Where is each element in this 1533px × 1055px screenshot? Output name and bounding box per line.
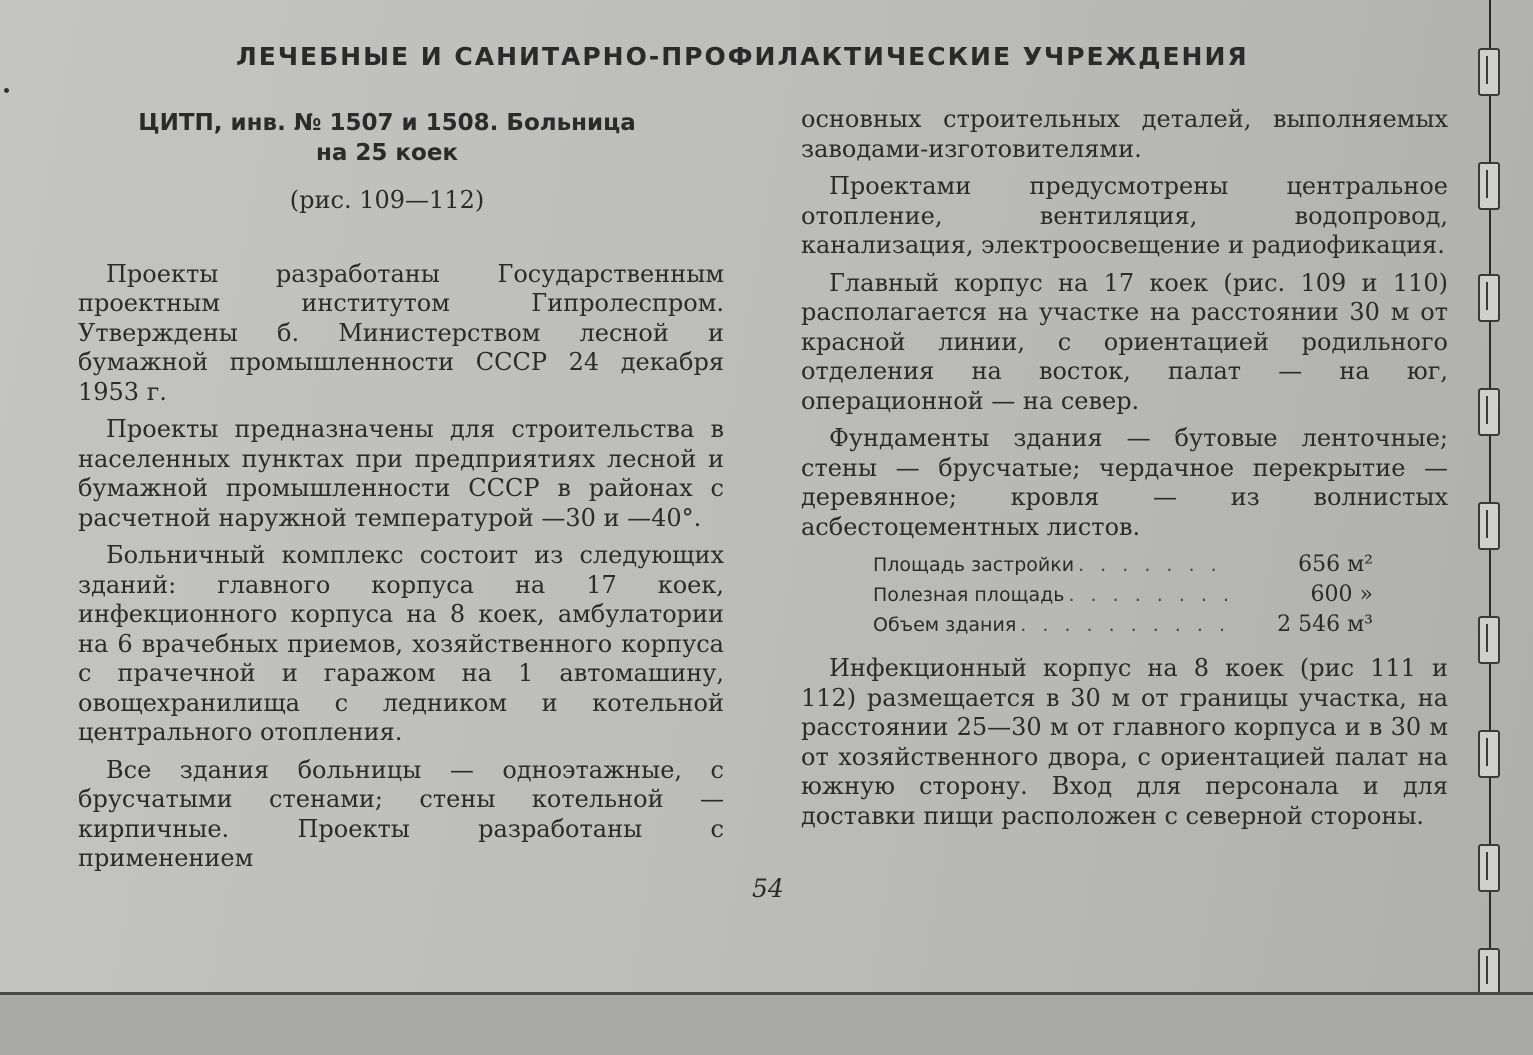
ink-speck [4, 88, 9, 93]
spec-value: 2 546 м³ [1277, 612, 1373, 637]
paragraph-main-building: Главный корпус на 17 коек (рис. 109 и 110) располагается на участке на расстоянии 30 м от красной линии, с ориентацией родильного отделения на восток, палат — на юг, операционной — на север. [801, 268, 1448, 415]
paragraph-developer: Проекты разработаны Государственным проектным институтом Гипролеспром. Утверждены б. Министерством лесной и бумажной промышленности СССР 24 декабря 1953 г. [78, 259, 724, 406]
spec-row [873, 610, 1373, 640]
paragraph-infectious-building: Инфекционный корпус на 8 коек (рис 111 и 112) размещается в 30 м от границы участка, на расстоянии 25—30 м от главного корпуса и в 30 м от хозяйственного двора, с ориентацией палат на южную сторону. Вход для персонала и для доставки пищи расположен с северной стороны. [801, 654, 1448, 830]
paragraph-complex: Больничный комплекс состоит из следующих зданий: главного корпуса на 17 коек, инфекционного корпуса на 8 коек, амбулатории на 6 врачебных приемов, хозяйственного корпуса с прачечной и гаражом на 1 автомашину, овощехранилища с ледником и котельной центрального отопления. [78, 541, 724, 746]
paragraph-purpose: Проекты предназначены для строительства в населенных пунктах при предприятиях лесной и бумажной промышленности СССР в районах с расчетной наружной температурой —30 и —40°. [78, 415, 724, 532]
spec-label: Объем здания [873, 614, 1017, 636]
spec-label: Полезная площадь [873, 584, 1065, 606]
figure-reference: (рис. 109—112) [289, 186, 485, 214]
binding-ring [1478, 502, 1500, 550]
spec-label: Площадь застройки [873, 554, 1075, 576]
page-title: ЛЕЧЕБНЫЕ И САНИТАРНО-ПРОФИЛАКТИЧЕСКИЕ УЧРЕЖДЕНИЯ [236, 42, 1249, 71]
spec-leader-dots: . . . . . . . . [1068, 584, 1235, 606]
right-column [801, 105, 1448, 839]
paragraph-utilities: Проектами предусмотрены центральное отопление, вентиляция, водопровод, канализация, электроосвещение и радиофикация. [801, 172, 1448, 259]
binding-ring [1478, 948, 1500, 996]
left-column [78, 108, 724, 882]
spec-leader-dots: . . . . . . . [1078, 554, 1222, 576]
section-heading [106, 108, 668, 168]
paragraph-foundations: Фундаменты здания — бутовые ленточные; стены — брусчатые; чердачное перекрытие — деревянное; кровля — из волнистых асбестоцементных листов. [801, 424, 1448, 541]
page-number: 54 [752, 874, 784, 903]
section-heading-line-1: ЦИТП, инв. № 1507 и 1508. Больница [138, 110, 636, 136]
specs-table [873, 550, 1373, 640]
binding-ring [1478, 616, 1500, 664]
spec-value: 600 » [1310, 582, 1373, 607]
binding-ring [1478, 48, 1500, 96]
binding-ring [1478, 388, 1500, 436]
paragraph-continuation: основных строительных деталей, выполняемых заводами-изготовителями. [801, 105, 1448, 163]
background-surface [0, 995, 1533, 1055]
binding-ring [1478, 730, 1500, 778]
spec-value: 656 м² [1298, 552, 1373, 577]
binding-ring [1478, 274, 1500, 322]
binding-ring [1478, 162, 1500, 210]
section-heading-line-2: на 25 коек [315, 140, 459, 166]
paragraph-buildings: Все здания больницы — одноэтажные, с брусчатыми стенами; стены котельной — кирпичные. Проекты разработаны с применением [78, 755, 724, 872]
spec-row [873, 580, 1373, 610]
spec-row [873, 550, 1373, 580]
spec-leader-dots: . . . . . . . . . . [1020, 614, 1231, 636]
binding-ring [1478, 844, 1500, 892]
